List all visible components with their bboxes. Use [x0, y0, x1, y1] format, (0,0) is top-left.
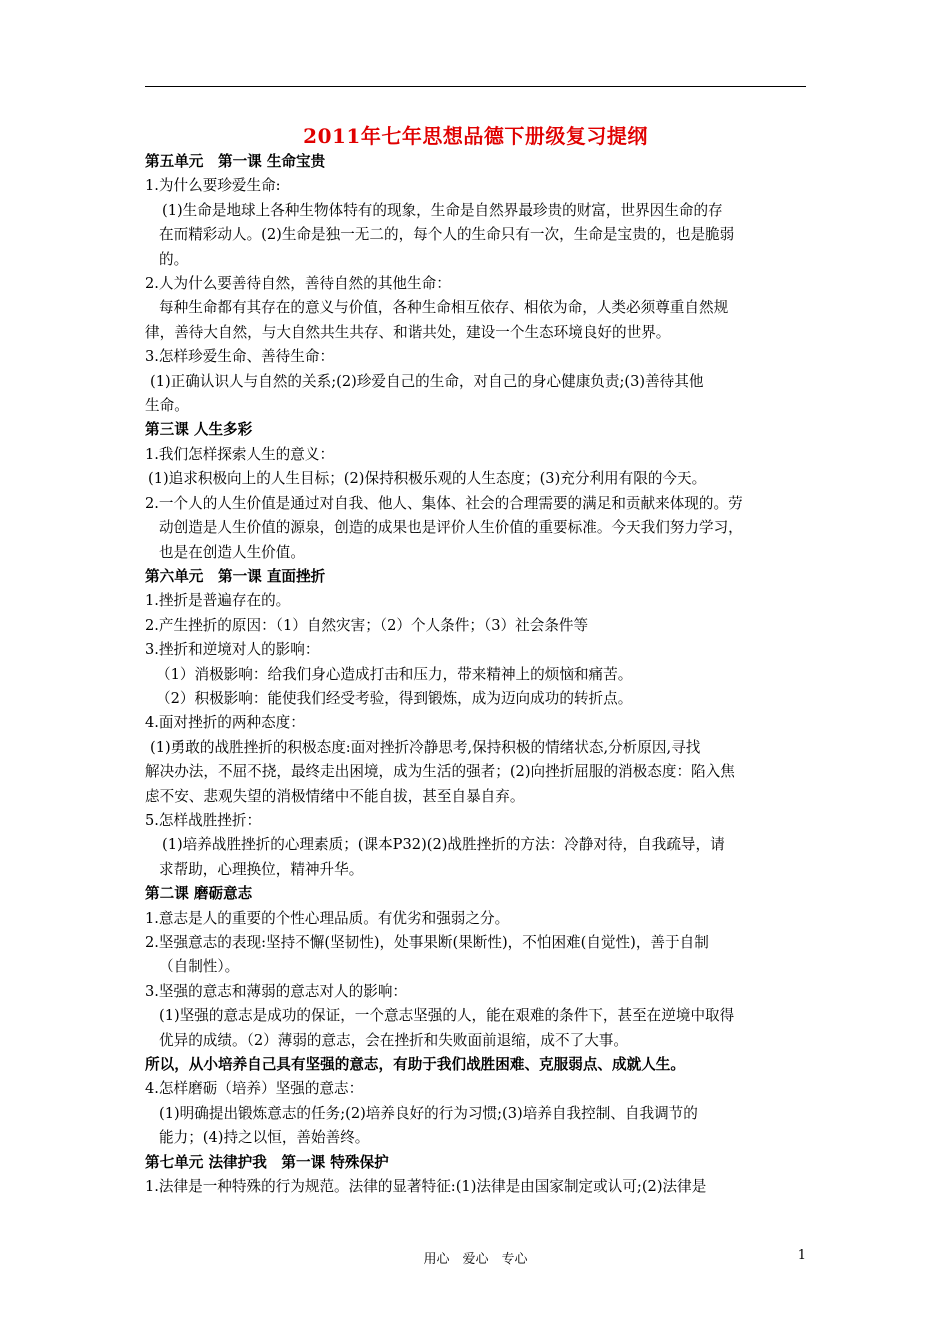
text-line: 也是在创造人生价值。 [159, 543, 305, 561]
document-title: 2011年七年思想品德下册级复习提纲 [303, 124, 648, 148]
text-line: 能力；(4)持之以恒，善始善终。 [159, 1129, 370, 1147]
text-line: 3.坚强的意志和薄弱的意志对人的影响： [145, 982, 408, 1000]
text-line: 1.意志是人的重要的个性心理品质。有优劣和强弱之分。 [145, 909, 510, 927]
text-line: （2）积极影响：能使我们经受考验，得到锻炼，成为迈向成功的转折点。 [156, 689, 633, 707]
text-line: 生命。 [145, 397, 189, 415]
text-line: 1.为什么要珍爱生命: [145, 177, 281, 195]
text-line: 2.一个人的人生价值是通过对自我、他人、集体、社会的合理需要的满足和贡献来体现的。劳 [145, 494, 743, 512]
text-line: (1)勇敢的战胜挫折的积极态度:面对挫折冷静思考,保持积极的情绪状态,分析原因,寻找 [150, 738, 701, 756]
text-line: 优异的成绩。（2）薄弱的意志，会在挫折和失败面前退缩，成不了大事。 [159, 1031, 628, 1049]
page-footer [145, 1248, 806, 1267]
text-line: 5.怎样战胜挫折： [145, 811, 262, 829]
section-heading: 所以，从小培养自己具有坚强的意志，有助于我们战胜困难、克服弱点、成就人生。 [145, 1056, 685, 1074]
text-line: 解决办法，不屈不挠，最终走出困境，成为生活的强者；(2)向挫折屈服的消极态度：陷入焦 [145, 763, 735, 781]
text-line: (1)追求积极向上的人生目标；(2)保持积极乐观的人生态度；(3)充分利用有限的今天。 [148, 470, 707, 488]
text-line: 动创造是人生价值的源泉，创造的成果也是评价人生价值的重要标准。今天我们努力学习， [159, 519, 743, 537]
text-line: (1)明确提出锻炼意志的任务;(2)培养良好的行为习惯;(3)培养自我控制、自我调节的 [159, 1104, 698, 1122]
text-line: (1)生命是地球上各种生物体特有的现象，生命是自然界最珍贵的财富，世界因生命的存 [162, 201, 723, 219]
text-line: 每种生命都有其存在的意义与价值，各种生命相互依存、相依为命，人类必须尊重自然规 [159, 299, 729, 317]
text-line: 2.坚强意志的表现:坚持不懈(坚韧性)，处事果断(果断性)，不怕困难(自觉性)，善于自制 [145, 934, 709, 951]
text-line: 1.法律是一种特殊的行为规范。法律的显著特征:(1)法律是由国家制定或认可;(2)法律是 [145, 1178, 707, 1196]
text-line: 4.怎样磨砺（培养）坚强的意志： [145, 1080, 364, 1098]
page-number: 1 [797, 1248, 806, 1263]
text-line: 2.人为什么要善待自然，善待自然的其他生命： [145, 275, 451, 293]
text-line: 3.挫折和逆境对人的影响： [145, 641, 320, 659]
text-line: (1)坚强的意志是成功的保证，一个意志坚强的人，能在艰难的条件下，甚至在逆境中取得 [159, 1007, 735, 1025]
text-line: 1.我们怎样探索人生的意义： [145, 445, 335, 463]
section-heading: 第二课 磨砺意志 [145, 885, 253, 903]
section-heading: 第六单元 第一课 直面挫折 [145, 567, 326, 585]
document-body [145, 150, 810, 1199]
text-line: (1)正确认识人与自然的关系;(2)珍爱自己的生命，对自己的身心健康负责;(3)善待其他 [150, 372, 704, 390]
section-heading: 第三课 人生多彩 [145, 421, 253, 439]
text-line: （自制性）。 [159, 958, 240, 976]
text-line: 4.面对挫折的两种态度： [145, 714, 305, 732]
text-line: 求帮助，心理换位，精神升华。 [159, 860, 364, 878]
text-line: 2.产生挫折的原因：（1）自然灾害；（2）个人条件；（3）社会条件等 [145, 616, 589, 634]
section-heading: 第七单元 法律护我 第一课 特殊保护 [145, 1153, 389, 1171]
header-rule [145, 86, 806, 87]
text-line: (1)培养战胜挫折的心理素质；(课本P32)(2)战胜挫折的方法：冷静对待，自我疏导，请 [162, 836, 725, 854]
footer-motto: 用心 爱心 专心 [423, 1252, 528, 1267]
text-line: 律，善待大自然，与大自然共生共存、和谐共处，建设一个生态环境良好的世界。 [145, 323, 671, 341]
text-line: 在而精彩动人。(2)生命是独一无二的，每个人的生命只有一次，生命是宝贵的，也是脆弱 [159, 226, 735, 244]
text-line: （1）消极影响：给我们身心造成打击和压力，带来精神上的烦恼和痛苦。 [156, 665, 633, 683]
text-line: 的。 [159, 250, 189, 268]
text-line: 3.怎样珍爱生命、善待生命： [145, 348, 335, 366]
section-heading: 第五单元 第一课 生命宝贵 [145, 153, 326, 170]
text-line: 虑不安、悲观失望的消极情绪中不能自拔，甚至自暴自弃。 [145, 787, 525, 805]
text-line: 1.挫折是普遍存在的。 [145, 592, 291, 610]
